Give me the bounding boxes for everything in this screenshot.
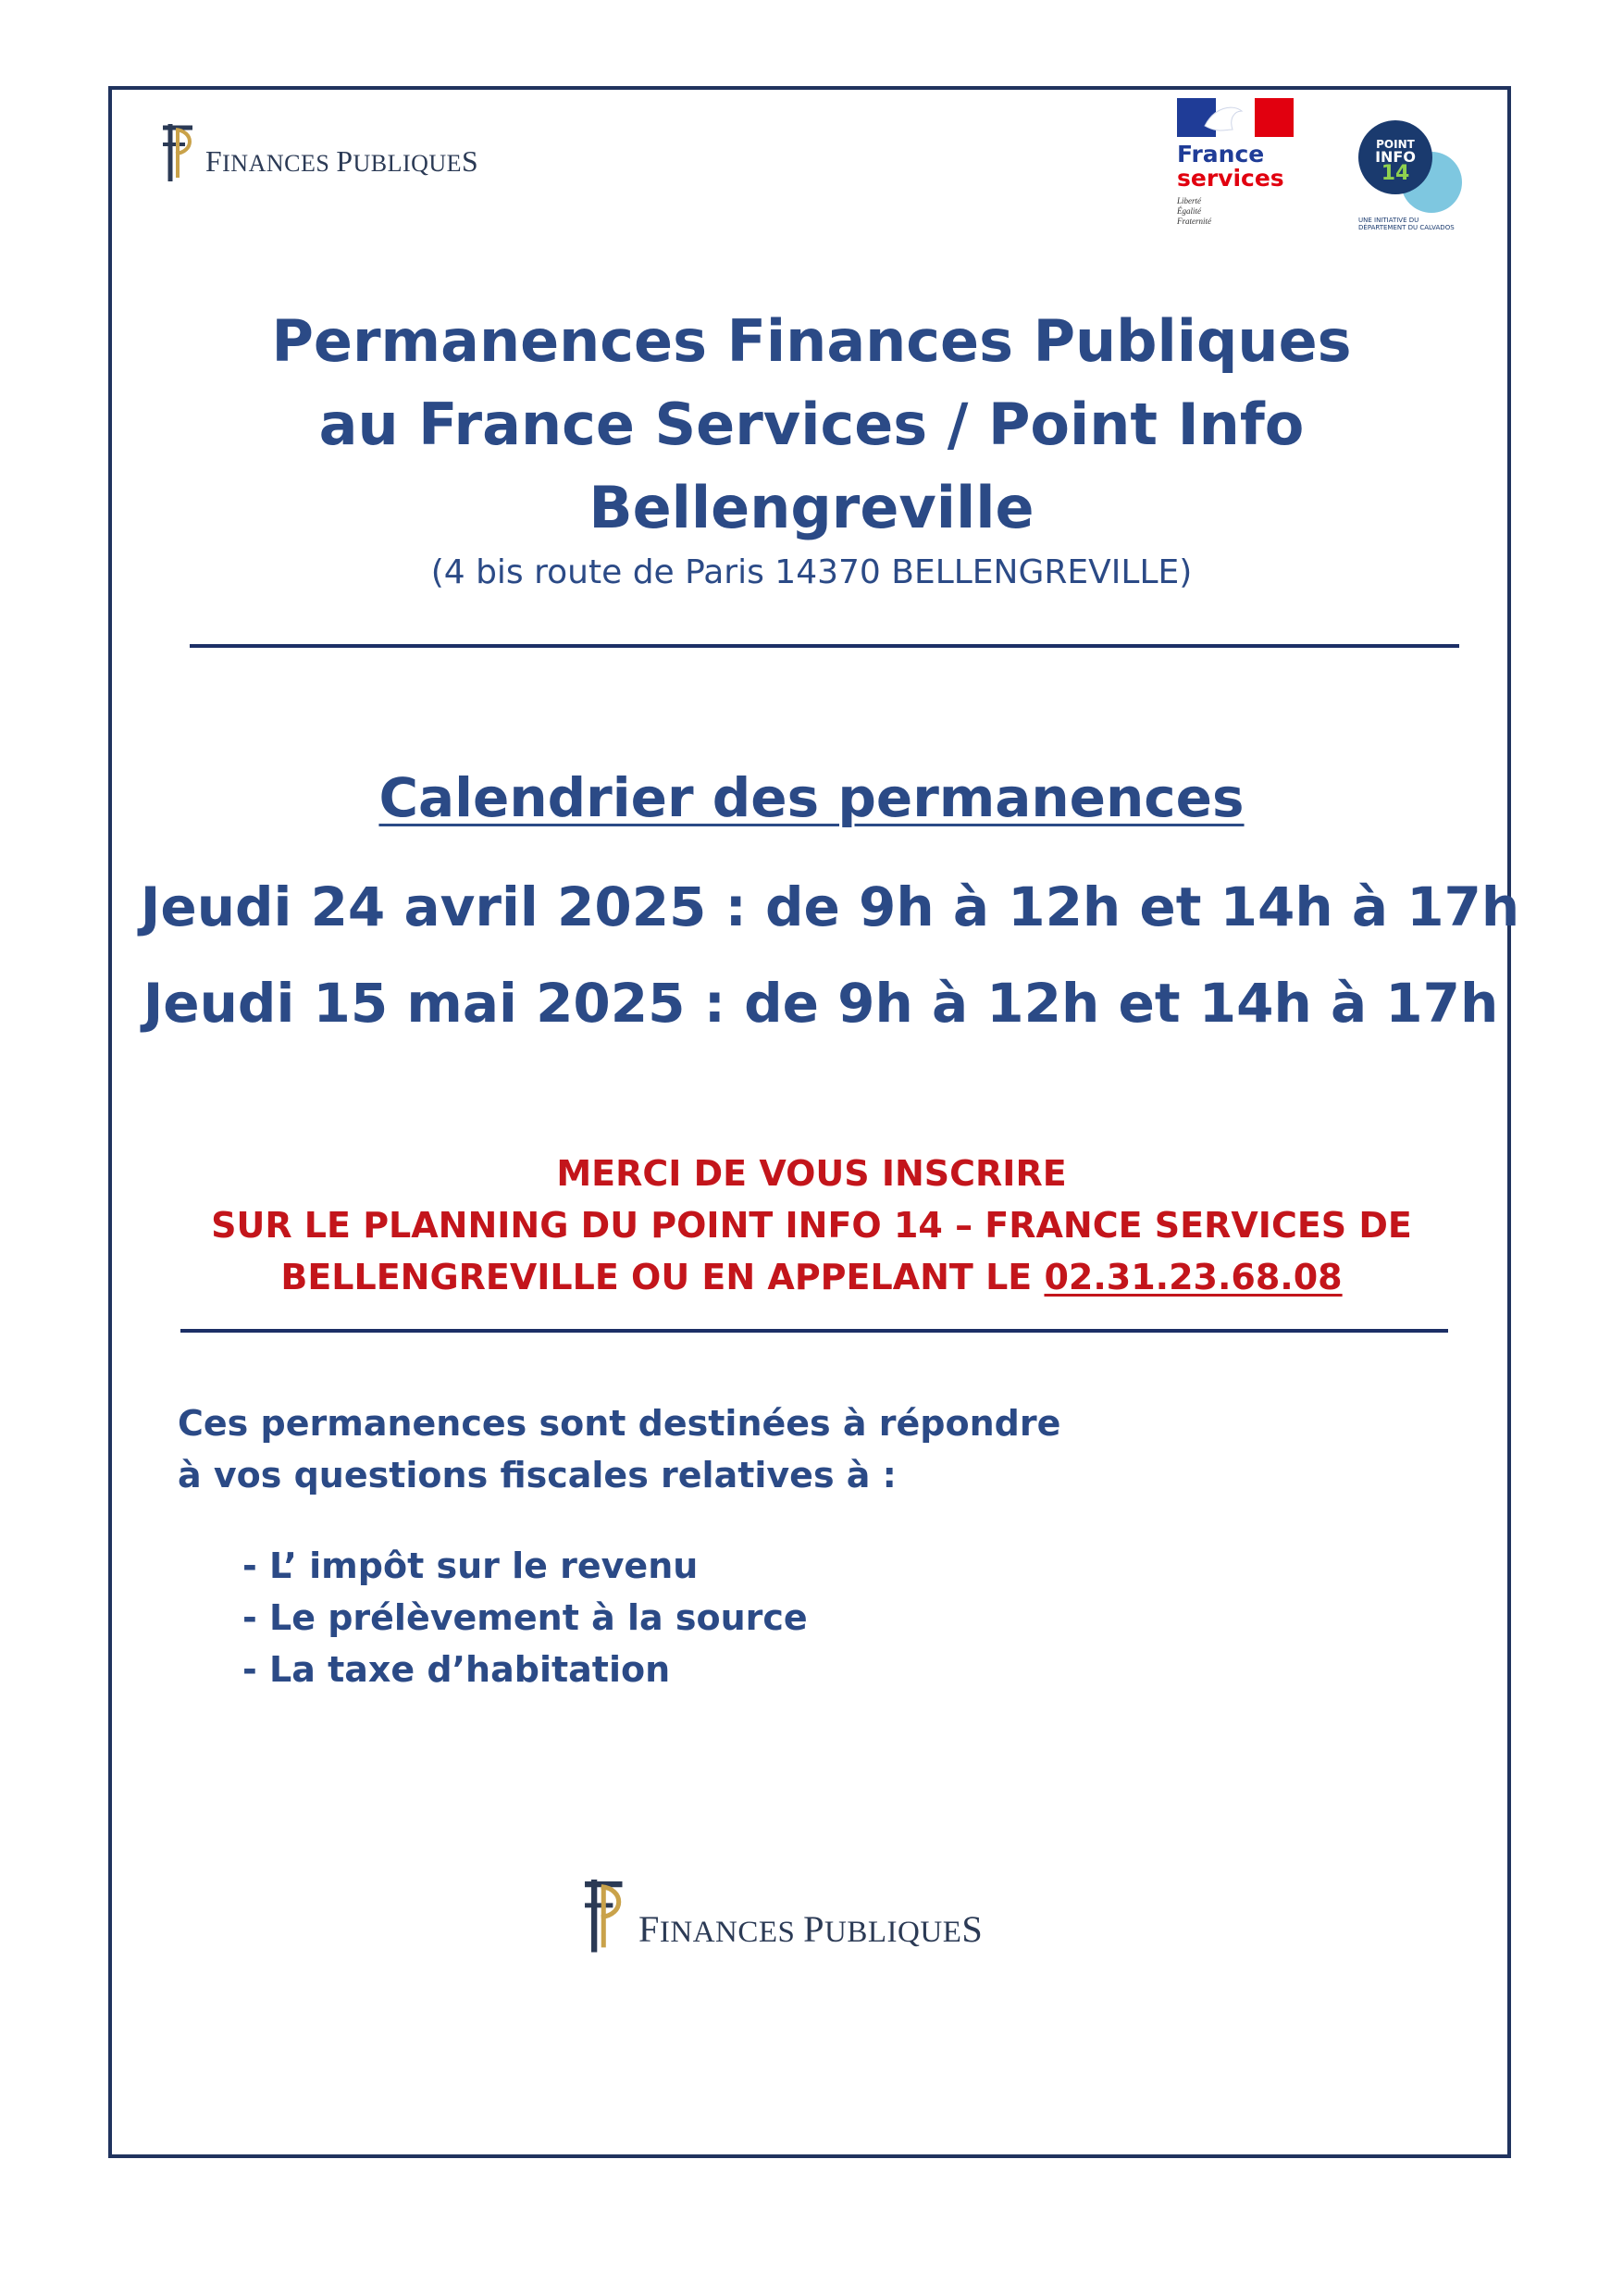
finances-publiques-mark-icon	[577, 1875, 627, 1955]
address: (4 bis route de Paris 14370 BELLENGREVILLE)	[430, 553, 1193, 591]
finances-publiques-wordmark: FINANCES PUBLIQUES	[638, 1907, 984, 1950]
registration-line3	[0, 1251, 1623, 1303]
point-info-line3: 14	[1381, 162, 1410, 185]
registration-line3-text: BELLENGREVILLE OU EN APPELANT LE	[280, 1257, 1045, 1297]
calendar-title: Calendrier des permanences	[378, 766, 1245, 829]
page-title-line3: Bellengreville	[588, 474, 1035, 541]
france-services-line2: services	[1177, 165, 1284, 192]
list-item: - L’ impôt sur le revenu	[242, 1545, 699, 1586]
france-services-logo	[1177, 98, 1297, 227]
finances-publiques-mark-icon	[157, 120, 196, 183]
list-item: - Le prélèvement à la source	[242, 1597, 808, 1638]
marianne-flag-icon	[1177, 98, 1294, 137]
divider	[180, 1329, 1448, 1333]
point-info-line1: POINT	[1376, 138, 1415, 151]
finances-publiques-logo-bottom	[577, 1875, 983, 1955]
list-item: - La taxe d’habitation	[242, 1649, 671, 1690]
point-info-line2: INFO	[1375, 148, 1416, 166]
info-intro-line2: à vos questions fiscales relatives à :	[178, 1455, 897, 1496]
calendar-date-2: Jeudi 15 mai 2025 : de 9h à 12h et 14h à 17h	[142, 972, 1499, 1035]
tax-topics-list	[242, 1540, 808, 1695]
france-services-line1: France	[1177, 141, 1265, 168]
republic-motto: Liberté Égalité Fraternité	[1177, 196, 1211, 226]
divider	[190, 644, 1459, 648]
info-intro-line1: Ces permanences sont destinées à répondre	[178, 1403, 1061, 1444]
point-info-14-logo	[1358, 120, 1479, 241]
point-info-tagline: UNE INITIATIVE DU DÉPARTEMENT DU CALVADOS	[1358, 217, 1455, 231]
page-title-line1: Permanences Finances Publiques	[271, 307, 1352, 375]
calendar-date-1: Jeudi 24 avril 2025 : de 9h à 12h et 14h à 17h	[140, 875, 1520, 938]
page-title-line2: au France Services / Point Info	[318, 391, 1305, 458]
phone-number-link[interactable]: 02.31.23.68.08	[1044, 1257, 1343, 1297]
registration-line2: SUR LE PLANNING DU POINT INFO 14 – FRANCE SERVICES DE	[211, 1205, 1412, 1246]
finances-publiques-wordmark: FINANCES PUBLIQUES	[205, 145, 479, 178]
registration-line1: MERCI DE VOUS INSCRIRE	[556, 1153, 1067, 1194]
finances-publiques-logo-top	[157, 120, 478, 183]
